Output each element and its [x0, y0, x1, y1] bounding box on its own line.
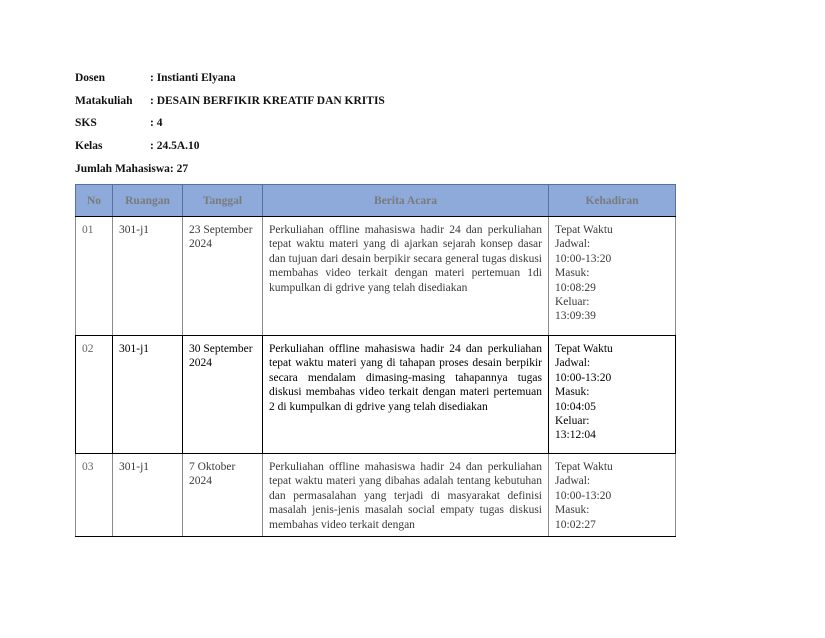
- cell-berita: Perkuliahan offline mahasiswa hadir 24 dan perkuliahan tepat waktu materi yang dibahas adalah tentang kebutuhan dan permasalahan yang terjadi di masyarakat definisi masalah jenis-jenis masalah social empaty tugas diskusi membahas video terkait dengan: [263, 454, 549, 537]
- kehadiran-line: Masuk:: [555, 386, 590, 399]
- cell-berita: Perkuliahan offline mahasiswa hadir 24 dan perkuliahan tepat waktu materi yang di tahapan proses desain berpikir secara mendalam dimasing-masing tahapannya tugas diskusi membahas video terkait dengan materi pertemuan 2 di kumpulkan di gdrive yang telah disediakan: [263, 336, 549, 454]
- kehadiran-line: Tepat Waktu: [555, 343, 613, 355]
- cell-no: 03: [76, 454, 113, 537]
- cell-no: 01: [76, 217, 113, 336]
- kehadiran-line: Tepat Waktu: [555, 461, 613, 473]
- dosen-row: [75, 71, 385, 94]
- kehadiran-line: 10:00-13:20: [555, 371, 612, 384]
- kelas-value: : 24.5A.10: [150, 140, 200, 153]
- jumlah-row: [75, 162, 385, 185]
- cell-ruangan: 301-j1: [113, 217, 183, 336]
- table-header-row: [76, 185, 676, 217]
- sks-value: : 4: [150, 117, 163, 130]
- kehadiran-line: Jadwal:: [555, 238, 591, 251]
- cell-tanggal: 30 September 2024: [183, 336, 263, 454]
- cell-kehadiran: [549, 336, 676, 454]
- kelas-label: Kelas: [75, 140, 103, 153]
- kehadiran-line: 10:04:05: [555, 400, 596, 413]
- kehadiran-line: Tepat Waktu: [555, 224, 613, 236]
- cell-kehadiran: [549, 454, 676, 537]
- cell-tanggal: 23 September 2024: [183, 217, 263, 336]
- kehadiran-line: 10:00-13:20: [555, 489, 612, 502]
- cell-no: 02: [76, 336, 113, 454]
- jumlah-mahasiswa: Jumlah Mahasiswa: 27: [75, 162, 189, 175]
- col-header-ruangan: Ruangan: [113, 185, 183, 217]
- matkul-label: Matakuliah: [75, 94, 133, 107]
- col-header-berita-acara: Berita Acara: [263, 185, 549, 217]
- course-info: [75, 71, 385, 184]
- kehadiran-line: 10:00-13:20: [555, 252, 612, 265]
- kehadiran-line: 13:09:39: [555, 310, 596, 323]
- cell-ruangan: 301-j1: [113, 454, 183, 537]
- kehadiran-line: 10:02:27: [555, 518, 596, 531]
- dosen-label: Dosen: [75, 72, 106, 84]
- berita-acara-table: [75, 184, 676, 537]
- matkul-value: : DESAIN BERFIKIR KREATIF DAN KRITIS: [150, 94, 385, 107]
- kehadiran-line: Masuk:: [555, 267, 590, 280]
- dosen-value: : Instianti Elyana: [150, 72, 236, 84]
- kehadiran-line: Keluar:: [555, 296, 590, 309]
- kehadiran-line: Jadwal:: [555, 475, 591, 488]
- table-row: [76, 336, 676, 454]
- matkul-row: [75, 94, 385, 117]
- table-row: [76, 217, 676, 336]
- cell-kehadiran: [549, 217, 676, 336]
- kehadiran-line: Keluar:: [555, 415, 590, 428]
- kehadiran-line: Masuk:: [555, 504, 590, 517]
- col-header-tanggal: Tanggal: [183, 185, 263, 217]
- kehadiran-line: 13:12:04: [555, 429, 596, 442]
- cell-berita: Perkuliahan offline mahasiswa hadir 24 dan perkuliahan tepat waktu materi yang di ajarkan sejarah konsep dasar dan tujuan dari desain berpikir secara general tugas diskusi membahas video terkait dengan materi pertemuan 1di kumpulkan di gdrive yang telah disediakan: [263, 217, 549, 336]
- table-row: [76, 454, 676, 537]
- cell-tanggal: 7 Oktober 2024: [183, 454, 263, 537]
- sks-row: [75, 116, 385, 139]
- sks-label: SKS: [75, 117, 97, 130]
- col-header-kehadiran: Kehadiran: [549, 185, 676, 217]
- kehadiran-line: Jadwal:: [555, 357, 591, 370]
- col-header-no: No: [76, 185, 113, 217]
- kelas-row: [75, 139, 385, 162]
- kehadiran-line: 10:08:29: [555, 281, 596, 294]
- cell-ruangan: 301-j1: [113, 336, 183, 454]
